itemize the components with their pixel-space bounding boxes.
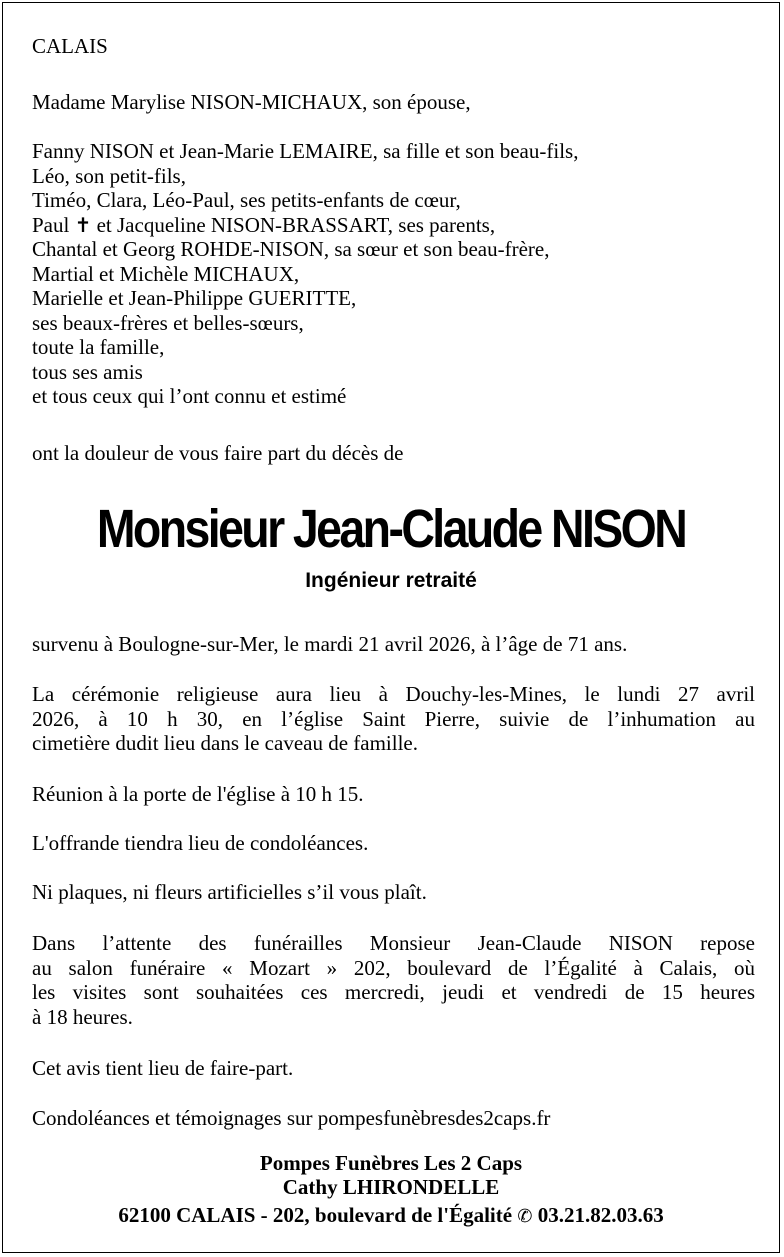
parents-first: Paul <box>32 212 70 237</box>
ceremony-paragraph <box>32 682 755 756</box>
notice-text: Cet avis tient lieu de faire-part. <box>32 1056 294 1080</box>
offering-info <box>32 831 755 856</box>
family-line: Fanny NISON et Jean-Marie LEMAIRE, sa fille et son beau-fils, <box>32 139 579 163</box>
family-line: Martial et Michèle MICHAUX, <box>32 261 300 286</box>
city-header <box>32 34 755 59</box>
funeral-address: 62100 CALAIS - 202, boulevard de l'Égalité <box>118 1203 513 1227</box>
spouse-line <box>32 90 755 115</box>
family-line: ses beaux-frères et belles-sœurs, <box>32 310 304 335</box>
visit-line: au salon funéraire « Mozart » 202, boulevard de l’Égalité à Calais, où <box>32 955 755 980</box>
flowers-text: Ni plaques, ni fleurs artificielles s’il vous plaît. <box>32 880 427 904</box>
condolences-text: Condoléances et témoignages sur pompesfunèbresdes2caps.fr <box>32 1106 551 1130</box>
ceremony-line: cimetière dudit lieu dans le caveau de famille. <box>32 731 418 755</box>
family-line: Marielle et Jean-Philippe GUERITTE, <box>32 286 357 310</box>
family-line: toute la famille, <box>32 335 165 359</box>
visit-line: Dans l’attente des funérailles Monsieur Jean-Claude NISON repose <box>32 931 755 955</box>
parents-rest: et Jacqueline NISON-BRASSART, ses parents, <box>96 212 496 237</box>
flowers-info <box>32 880 755 905</box>
family-list <box>32 139 755 409</box>
phone-icon: ✆ <box>517 1206 533 1227</box>
spouse-text: Madame Marylise NISON-MICHAUX, son épouse, <box>32 90 471 114</box>
ceremony-line: La cérémonie religieuse aura lieu à Douchy-les-Mines, le lundi 27 avril <box>32 682 755 706</box>
deceased-title: Ingénieur retraité <box>305 569 477 592</box>
death-details <box>32 632 755 657</box>
death-text: survenu à Boulogne-sur-Mer, le mardi 21 avril 2026, à l’âge de 71 ans. <box>32 632 628 656</box>
visit-line: à 18 heures. <box>32 1004 133 1029</box>
funeral-director: Cathy LHIRONDELLE <box>282 1175 500 1199</box>
cross-icon: ✝ <box>74 212 92 237</box>
city-name: CALAIS <box>32 34 108 58</box>
family-line: Chantal et Georg ROHDE-NISON, sa sœur et son beau-frère, <box>32 237 550 261</box>
meeting-info <box>32 782 755 807</box>
parents-line <box>32 213 755 238</box>
visit-paragraph <box>32 931 755 1029</box>
family-line: Timéo, Clara, Léo-Paul, ses petits-enfants de cœur, <box>32 188 461 212</box>
deceased-name: Monsieur Jean-Claude NISON <box>96 499 686 559</box>
ceremony-line: 2026, à 10 h 30, en l’église Saint Pierre, suivie de l’inhumation au <box>32 706 755 731</box>
meeting-text: Réunion à la porte de l'église à 10 h 15. <box>32 782 364 806</box>
notice-line <box>32 1056 755 1081</box>
condolences-line <box>32 1106 755 1131</box>
family-line: Léo, son petit-fils, <box>32 163 186 188</box>
obituary-notice <box>2 2 780 1253</box>
family-line: tous ses amis <box>32 359 143 384</box>
funeral-company: Pompes Funèbres Les 2 Caps <box>259 1151 523 1175</box>
family-line: et tous ceux qui l’ont connu et estimé <box>32 384 347 408</box>
funeral-contact <box>3 1203 779 1229</box>
visit-line: les visites sont souhaitées ces mercredi, jeudi et vendredi de 15 heures <box>32 980 755 1004</box>
funeral-phone: 03.21.82.03.63 <box>537 1203 664 1227</box>
announcement-text: ont la douleur de vous faire part du décès de <box>32 441 404 465</box>
announcement <box>32 441 755 466</box>
offering-text: L'offrande tiendra lieu de condoléances. <box>32 831 369 855</box>
